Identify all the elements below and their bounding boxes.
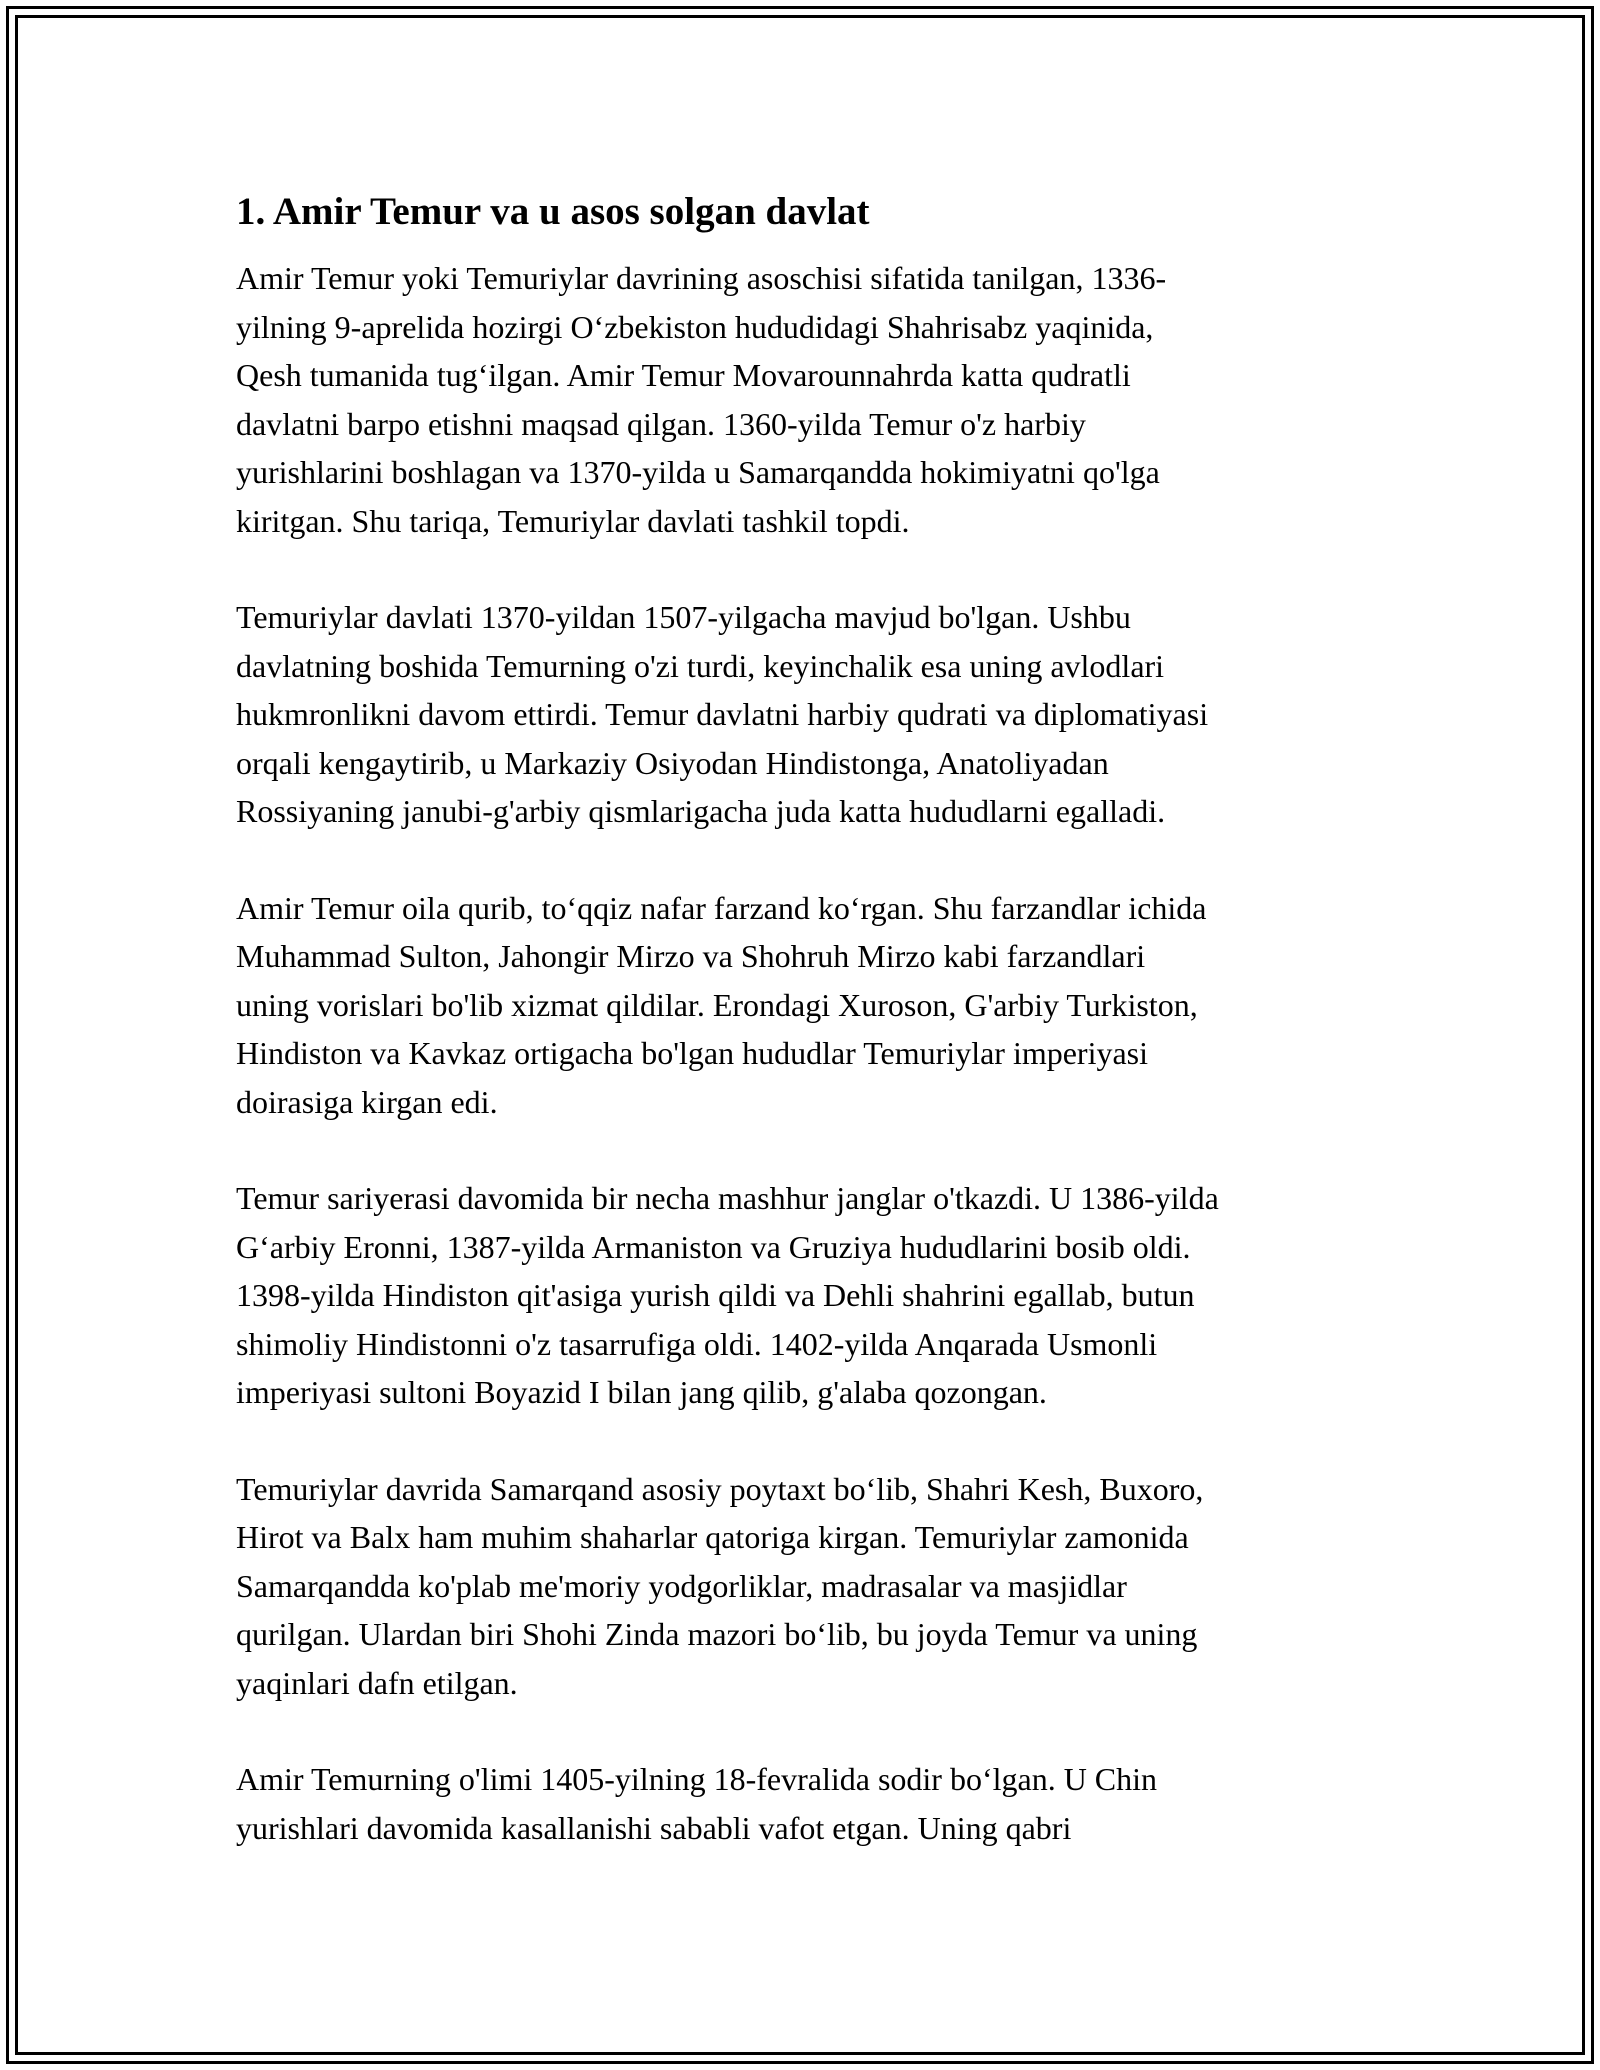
text-line: 1398-yilda Hindiston qit'asiga yurish qildi va Dehli shahrini egallab, butun — [236, 1277, 1195, 1313]
text-line: yaqinlari dafn etilgan. — [236, 1664, 518, 1701]
paragraph-6 — [236, 1755, 1396, 1852]
text-line: G‘arbiy Eronni, 1387-yilda Armaniston va Gruziya hududlarini bosib oldi. — [236, 1228, 1191, 1265]
text-line: Qesh tumanida tug‘ilgan. Amir Temur Movarounnahrda katta qudratli — [236, 357, 1131, 393]
text-line: yurishlari davomida kasallanishi sababli vafot etgan. Uning qabri — [236, 1809, 1072, 1846]
section-title: 1. Amir Temur va u asos solgan davlat — [236, 190, 870, 233]
text-line: Temuriylar davlati 1370-yildan 1507-yilgacha mavjud bo'lgan. Ushbu — [236, 599, 1131, 635]
text-line: davlatni barpo etishni maqsad qilgan. 1360-yilda Temur o'z harbiy — [236, 405, 1086, 442]
text-line: qurilgan. Ulardan biri Shohi Zinda mazori bo‘lib, bu joyda Temur va uning — [236, 1616, 1198, 1652]
text-line: Temur sariyerasi davomida bir necha mashhur janglar o'tkazdi. U 1386-yilda — [236, 1180, 1219, 1216]
paragraph-5 — [236, 1465, 1396, 1708]
text-line: imperiyasi sultoni Boyazid I bilan jang qilib, g'alaba qozongan. — [236, 1374, 1047, 1410]
text-line: Rossiyaning janubi-g'arbiy qismlarigacha juda katta hududlarni egalladi. — [236, 793, 1166, 829]
text-line: kiritgan. Shu tariqa, Temuriylar davlati tashkil topdi. — [236, 502, 910, 539]
text-line: Hirot va Balx ham muhim shaharlar qatoriga kirgan. Temuriylar zamonida — [236, 1519, 1189, 1555]
document-body — [236, 186, 1396, 1900]
text-line: Muhammad Sulton, Jahongir Mirzo va Shohruh Mirzo kabi farzandlari — [236, 938, 1146, 974]
paragraph-3 — [236, 884, 1396, 1127]
text-line: Samarqandda ko'plab me'moriy yodgorliklar, madrasalar va masjidlar — [236, 1567, 1127, 1604]
text-line: Temuriylar davrida Samarqand asosiy poytaxt bo‘lib, Shahri Kesh, Buxoro, — [236, 1470, 1204, 1507]
text-line: orqali kengaytirib, u Markaziy Osiyodan Hindistonga, Anatoliyadan — [236, 744, 1109, 781]
text-line: yurishlarini boshlagan va 1370-yilda u Samarqandda hokimiyatni qo'lga — [236, 454, 1160, 490]
text-line: doirasiga kirgan edi. — [236, 1083, 498, 1120]
text-line: Hindiston va Kavkaz ortigacha bo'lgan hududlar Temuriylar imperiyasi — [236, 1035, 1149, 1071]
text-line: uning vorislari bo'lib xizmat qildilar. Erondagi Xuroson, G'arbiy Turkiston, — [236, 986, 1198, 1023]
text-line: shimoliy Hindistonni o'z tasarrufiga oldi. 1402-yilda Anqarada Usmonli — [236, 1325, 1158, 1362]
paragraph-2 — [236, 593, 1396, 836]
text-line: Amir Temurning o'limi 1405-yilning 18-fevralida sodir bo‘lgan. U Chin — [236, 1761, 1158, 1797]
paragraph-1 — [236, 254, 1396, 545]
paragraph-4 — [236, 1174, 1396, 1417]
text-line: davlatning boshida Temurning o'zi turdi, keyinchalik esa uning avlodlari — [236, 647, 1165, 684]
text-line: Amir Temur oila qurib, to‘qqiz nafar farzand ko‘rgan. Shu farzandlar ichida — [236, 889, 1207, 926]
text-line: yilning 9-aprelida hozirgi O‘zbekiston hududidagi Shahrisabz yaqinida, — [236, 308, 1154, 345]
text-line: Amir Temur yoki Temuriylar davrining asoschisi sifatida tanilgan, 1336- — [236, 260, 1167, 296]
text-line: hukmronlikni davom ettirdi. Temur davlatni harbiy qudrati va diplomatiyasi — [236, 696, 1209, 732]
